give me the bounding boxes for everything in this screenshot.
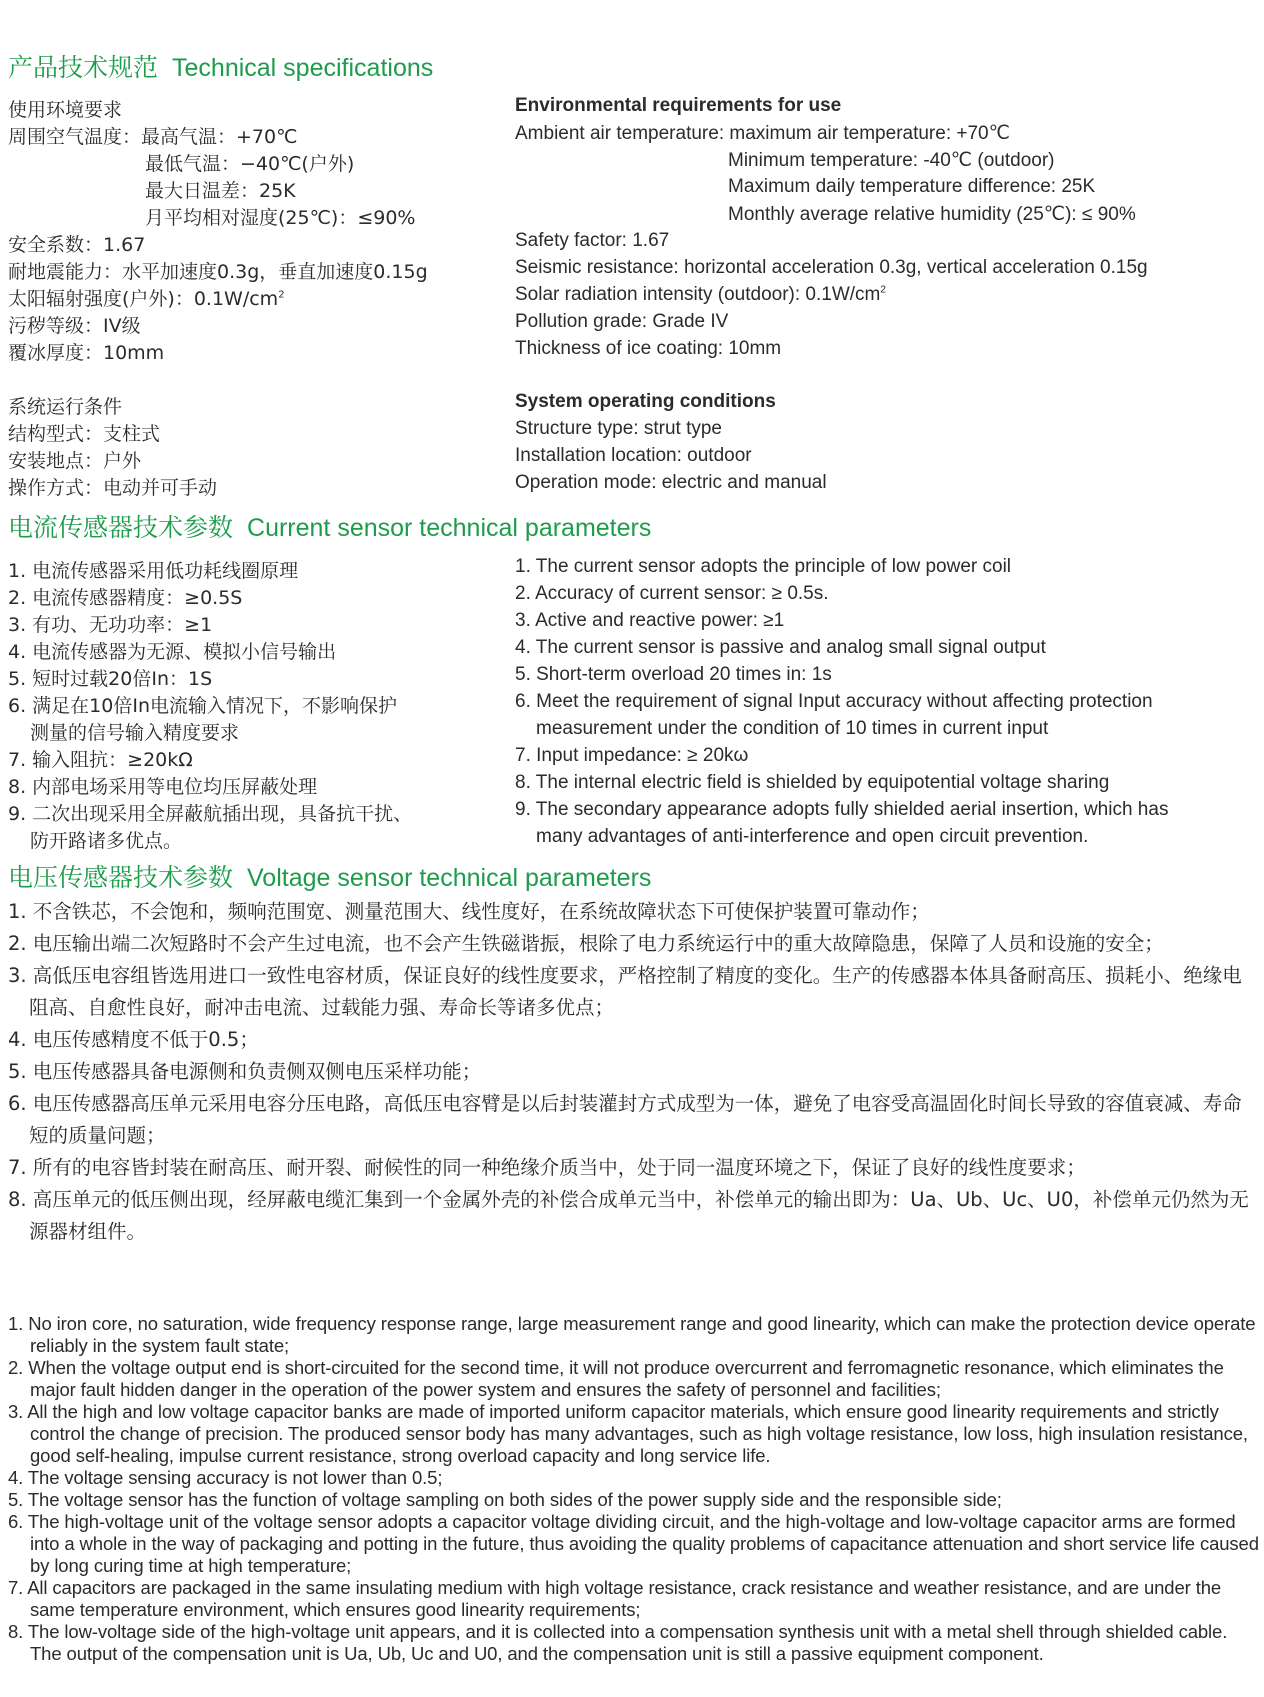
env-line-cn: 最大日温差：25K <box>145 180 296 202</box>
env-line-en: Minimum temperature: -40℃ (outdoor) <box>728 150 1055 171</box>
heading-cn: 电压传感器技术参数 <box>8 863 234 892</box>
heading-en: Current sensor technical parameters <box>247 514 652 542</box>
env-line-cn: 污秽等级：IV级 <box>8 315 141 337</box>
voltage-item-en: 5. The voltage sensor has the function of voltage sampling on both sides of the power supply side and the responsible side; <box>8 1489 1002 1510</box>
current-item-en: measurement under the condition of 10 times in current input <box>536 718 1049 739</box>
voltage-item-cn: 7. 所有的电容皆封装在耐高压、耐开裂、耐候性的同一种绝缘介质当中，处于同一温度环境之下，保证了良好的线性度要求； <box>8 1156 1086 1179</box>
current-item-cn: 防开路诸多优点。 <box>30 830 183 852</box>
current-item-cn: 1. 电流传感器采用低功耗线圈原理 <box>8 560 299 582</box>
env-line-en: Solar radiation intensity (outdoor): $0.1W/cm^2$ <box>515 284 886 305</box>
voltage-item-cn: 2. 电压输出端二次短路时不会产生过电流，也不会产生铁磁谐振，根除了电力系统运行中的重大故障隐患，保障了人员和设施的安全； <box>8 932 1164 955</box>
env-line-en: Ambient air temperature: maximum air temperature: +70℃ <box>515 123 1010 144</box>
current-item-cn: 测量的信号输入精度要求 <box>30 722 240 744</box>
voltage-sensor-heading <box>8 858 651 894</box>
voltage-item-cn: 8. 高压单元的低压侧出现，经屏蔽电缆汇集到一个金属外壳的补偿合成单元当中，补偿单元的输出即为：Ua、Ub、Uc、U0，补偿单元仍然为无源器材组件。 <box>8 1188 1249 1243</box>
current-item-en: 7. Input impedance: ≥ 20kω <box>515 745 749 766</box>
current-item-cn: 6. 满足在10倍In电流输入情况下，不影响保护 <box>8 695 397 717</box>
heading-cn: 电流传感器技术参数 <box>8 513 234 542</box>
sys-line-cn: 操作方式：电动并可手动 <box>8 477 218 499</box>
voltage-item-en: 1. No iron core, no saturation, wide frequency response range, large measurement range and good linearity, which can make the protection device operate reliably in the system fault state; <box>8 1313 1256 1356</box>
sys-title-en: System operating conditions <box>515 391 776 412</box>
current-item-cn: 7. 输入阻抗：≥20kΩ <box>8 749 193 771</box>
sys-line-en: Structure type: strut type <box>515 418 722 439</box>
current-item-cn: 3. 有功、无功功率：≥1 <box>8 614 213 636</box>
env-line-en: Safety factor: 1.67 <box>515 230 670 251</box>
env-line-cn: 安全系数：1.67 <box>8 234 146 256</box>
voltage-item-en: 4. The voltage sensing accuracy is not lower than 0.5; <box>8 1467 443 1488</box>
voltage-item-en: 6. The high-voltage unit of the voltage sensor adopts a capacitor voltage dividing circuit, and the high-voltage and low-voltage capacitor arms are formed into a whole in the way of packaging and potting in the future, thus avoiding the quality problems of capacitance attenuation and short service life caused by long curing time at high temperature; <box>8 1511 1259 1576</box>
current-item-en: 3. Active and reactive power: ≥1 <box>515 610 785 631</box>
env-title-cn: 使用环境要求 <box>8 99 123 121</box>
technical-specifications-heading <box>8 48 433 84</box>
voltage-list-cn <box>8 896 1258 1248</box>
current-item-en: 4. The current sensor is passive and analog small signal output <box>515 637 1046 658</box>
voltage-item-cn: 5. 电压传感器具备电源侧和负责侧双侧电压采样功能； <box>8 1060 482 1083</box>
current-item-cn: 2. 电流传感器精度：≥0.5S <box>8 587 243 609</box>
current-item-en: 1. The current sensor adopts the principle of low power coil <box>515 556 1012 577</box>
voltage-item-cn: 4. 电压传感精度不低于0.5； <box>8 1028 259 1051</box>
current-sensor-heading <box>8 508 651 544</box>
current-item-en: 2. Accuracy of current sensor: ≥ 0.5s. <box>515 583 829 604</box>
current-item-en: 8. The internal electric field is shielded by equipotential voltage sharing <box>515 772 1110 793</box>
current-item-cn: 9. 二次出现采用全屏蔽航插出现，具备抗干扰、 <box>8 803 413 825</box>
current-item-en: many advantages of anti-interference and open circuit prevention. <box>536 826 1089 847</box>
voltage-list-en <box>8 1313 1260 1665</box>
env-line-en: Maximum daily temperature difference: 25K <box>728 176 1096 197</box>
env-line-cn: 最低气温：−40℃(户外) <box>145 153 355 175</box>
sys-line-cn: 结构型式：支柱式 <box>8 423 161 445</box>
env-line-cn: 月平均相对湿度(25℃)：≤90% <box>145 207 416 229</box>
heading-en: Voltage sensor technical parameters <box>247 864 652 892</box>
current-item-en: 9. The secondary appearance adopts fully shielded aerial insertion, which has <box>515 799 1169 820</box>
current-item-cn: 8. 内部电场采用等电位均压屏蔽处理 <box>8 776 318 798</box>
env-line-cn: 太阳辐射强度(户外)：$0.1W/cm^2$ <box>8 288 285 310</box>
env-line-en: Pollution grade: Grade IV <box>515 311 729 332</box>
env-line-cn: 周围空气温度：最高气温：+70℃ <box>8 126 298 148</box>
voltage-item-en: 2. When the voltage output end is short-circuited for the second time, it will not produce overcurrent and ferromagnetic resonance, which eliminates the major fault hidden danger in the operation of the power system and ensures the safety of personnel and facilities; <box>8 1357 1224 1400</box>
current-item-en: 5. Short-term overload 20 times in: 1s <box>515 664 832 685</box>
env-line-en: Monthly average relative humidity (25℃): ≤ 90% <box>728 204 1136 225</box>
sys-line-en: Operation mode: electric and manual <box>515 472 827 493</box>
env-line-cn: 耐地震能力：水平加速度0.3g，垂直加速度0.15g <box>8 261 428 283</box>
voltage-item-cn: 6. 电压传感器高压单元采用电容分压电路，高低压电容臂是以后封装灌封方式成型为一体，避免了电容受高温固化时间长导致的容值衰减、寿命短的质量问题； <box>8 1092 1242 1147</box>
current-item-en: 6. Meet the requirement of signal Input accuracy without affecting protection <box>515 691 1153 712</box>
heading-cn: 产品技术规范 <box>8 53 159 82</box>
heading-en: Technical specifications <box>172 54 434 82</box>
env-title-en: Environmental requirements for use <box>515 95 842 116</box>
voltage-item-cn: 3. 高低压电容组皆选用进口一致性电容材质，保证良好的线性度要求，严格控制了精度的变化。生产的传感器本体具备耐高压、损耗小、绝缘电阻高、自愈性良好，耐冲击电流、过载能力强、寿命长等诸多优点； <box>8 964 1242 1019</box>
sys-line-en: Installation location: outdoor <box>515 445 752 466</box>
voltage-item-en: 7. All capacitors are packaged in the same insulating medium with high voltage resistance, crack resistance and weather resistance, and are under the same temperature environment, which ensures good linearity requirements; <box>8 1577 1222 1620</box>
sys-title-cn: 系统运行条件 <box>8 396 123 418</box>
env-line-en: Seismic resistance: horizontal acceleration 0.3g, vertical acceleration 0.15g <box>515 257 1148 278</box>
voltage-item-en: 3. All the high and low voltage capacitor banks are made of imported uniform capacitor materials, which ensure good linearity requirements and strictly control the change of precision. The produced sensor body has many advantages, such as high voltage resistance, low loss, high insulation resistance, good self-healing, impulse current resistance, strong overload capacity and long service life. <box>8 1401 1248 1466</box>
env-line-cn: 覆冰厚度：10mm <box>8 342 165 364</box>
current-item-cn: 4. 电流传感器为无源、模拟小信号输出 <box>8 641 337 663</box>
voltage-item-cn: 1. 不含铁芯，不会饱和，频响范围宽、测量范围大、线性度好，在系统故障状态下可使保护装置可靠动作； <box>8 900 930 923</box>
env-line-en: Thickness of ice coating: 10mm <box>515 338 782 359</box>
sys-line-cn: 安装地点：户外 <box>8 450 142 472</box>
current-item-cn: 5. 短时过载20倍In：1S <box>8 668 213 690</box>
voltage-item-en: 8. The low-voltage side of the high-voltage unit appears, and it is collected into a compensation synthesis unit with a metal shell through shielded cable. The output of the compensation unit is Ua, Ub, Uc and U0, and the compensation unit is still a passive equipment component. <box>8 1621 1228 1664</box>
